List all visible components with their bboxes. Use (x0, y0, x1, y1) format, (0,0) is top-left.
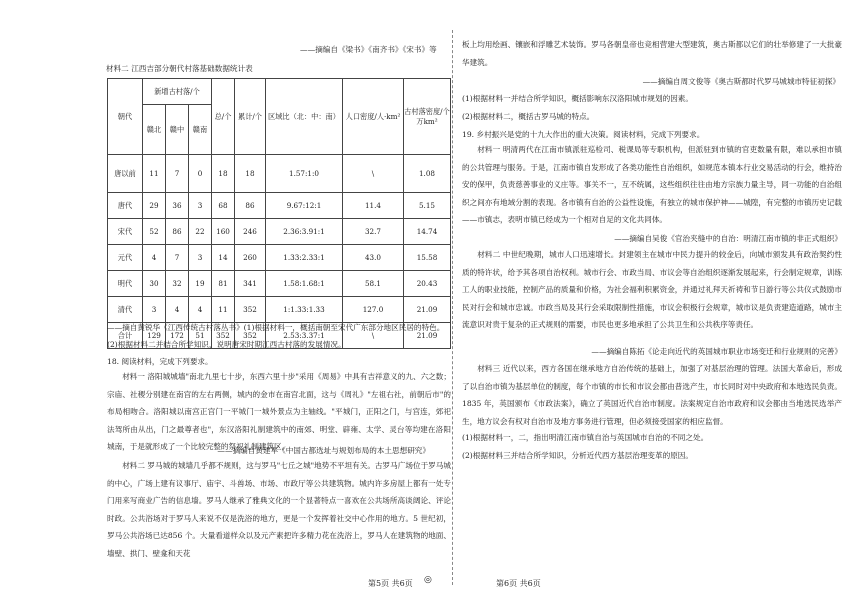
question-19-2: (2)根据材料三并结合所学知识，分析近代西方基层治理变革的原因。 (462, 451, 693, 460)
table-cell: 36 (166, 193, 189, 219)
header-village-density: 古村落密度/个 万km² (404, 79, 451, 155)
header-dynasty: 朝代 (108, 79, 143, 155)
table-cell: 352 (235, 323, 266, 349)
material2-title: 材料二 江西吉部分朝代村落基础数据统计表 (106, 64, 253, 73)
table-cell: 11 (212, 297, 235, 323)
table-cell: 1:1.33:1.33 (266, 297, 343, 323)
top-text: 板上均用绘画、镶嵌和浮雕艺术装饰。罗马各朝皇帝也竞相营建大型建筑，奥古斯都以它们的壮举修建了一大批豪华建筑。 (462, 40, 842, 67)
table-cell: 0 (189, 155, 212, 193)
table-cell: 15.58 (404, 245, 451, 271)
table-cell: 7 (166, 245, 189, 271)
table-cell: 元代 (108, 245, 143, 271)
table-cell: 3 (143, 297, 166, 323)
footer-right: 第6页 共6页 (496, 579, 541, 588)
table-cell: 宋代 (108, 219, 143, 245)
table-cell: 9.67:12:1 (266, 193, 343, 219)
question-2-right: (2)根据材料二，概括古罗马城的特点。 (462, 112, 595, 121)
table-cell: 68 (212, 193, 235, 219)
table-cell: 52 (143, 219, 166, 245)
source-19-1: ——摘编自吴俊《官治夹缝中的自治：明清江南市镇的非正式组织》 (614, 234, 842, 243)
table-cell: 明代 (108, 271, 143, 297)
table-cell: 30 (143, 271, 166, 297)
table-cell: 18 (212, 155, 235, 193)
table-cell: 160 (212, 219, 235, 245)
header-density: 人口密度/人·km² (343, 79, 404, 155)
header-ratio: 区域比（北：中：南） (266, 79, 343, 155)
table-cell: 4 (143, 245, 166, 271)
table-row (108, 271, 451, 297)
table-cell: 3 (189, 245, 212, 271)
table-cell: 86 (166, 219, 189, 245)
source-19-2: ——摘编自陈拓《论走向近代的英国城市职业市场变迁和行业规则的完善》 (591, 347, 842, 356)
table-cell: 2.36:3.91:1 (266, 219, 343, 245)
table-cell: 22 (189, 219, 212, 245)
table-cell: 合计 (108, 323, 143, 349)
table-cell: 唐以前 (108, 155, 143, 193)
table-cell: \ (343, 155, 404, 193)
table-cell: 3 (189, 193, 212, 219)
table-cell: 14.74 (404, 219, 451, 245)
table-cell: 11.4 (343, 193, 404, 219)
table-cell: 21.09 (404, 323, 451, 349)
table-cell: 1.57:1:0 (266, 155, 343, 193)
material-19-1: 材料一 明清两代在江南市镇派驻巡检司、税课局等专职机构，但派驻到市镇的官吏数量有限，难以承担市镇的公共管理与服务。于是，江南市镇自发形成了各类功能性自治组织，如规范本镇本行业交易活动的行会，维持治安的保甲，负责慈善事业的义庄等。事关不一，互不统属，这些组织往往由地方宗族力量主导，同一功能的自治组织之间亦有地域分割的表现。各市镇有自治的公益性设施，有独立的城市保护神——城隍，有完整的市镇历史记载——市镇志，表明市镇已经成为一个相对自足的文化共同体。 (462, 145, 842, 224)
source-top: ——摘编自周文俊等《奥古斯都时代罗马城城市特征初探》 (642, 77, 840, 86)
question-1: (1)根据材料一并结合所学知识，概括影响东汉洛阳城市规划的因素。 (462, 94, 693, 103)
table-row (108, 155, 451, 193)
table-cell: 51 (189, 323, 212, 349)
table-cell: 58.1 (343, 271, 404, 297)
table-cell: 19 (189, 271, 212, 297)
table-cell: 7 (166, 155, 189, 193)
table-cell: 32.7 (343, 219, 404, 245)
table-cell: 2.53:3.37:1 (266, 323, 343, 349)
footer-left: 第5页 共6页 (368, 579, 413, 588)
top-source: ——摘编自《梁书》《南齐书》《宋书》等 (300, 45, 437, 54)
table-cell: 唐代 (108, 193, 143, 219)
header-gan-mid: 赣中 (166, 105, 189, 155)
table-cell: 4 (166, 297, 189, 323)
table-cell: 341 (235, 271, 266, 297)
table-cell: 21.09 (404, 297, 451, 323)
header-gan-north: 赣北 (143, 105, 166, 155)
question-2: (2)根据材料二并结合所学知识，说明唐宋时期江西古村落的发展情况。 (107, 340, 346, 349)
table-cell: 29 (143, 193, 166, 219)
table-row (108, 219, 451, 245)
table-cell: \ (343, 323, 404, 349)
table-cell: 1.08 (404, 155, 451, 193)
table-cell: 1.58:1.68:1 (266, 271, 343, 297)
table-row (108, 245, 451, 271)
table-cell: 20.43 (404, 271, 451, 297)
table-cell: 5.15 (404, 193, 451, 219)
table-cell: 11 (143, 155, 166, 193)
table-cell: 1.33:2.33:1 (266, 245, 343, 271)
question-18: 18. 阅读材料，完成下列要求。 (107, 357, 213, 366)
table-row (108, 193, 451, 219)
table-cell: 352 (212, 323, 235, 349)
center-mark: ◎ (424, 575, 432, 585)
source-18-1: ——摘编自黄建军《中国古都选址与规划布局的本土思想研究》 (217, 446, 430, 455)
village-data-table (107, 78, 451, 349)
material-18-2: 材料二 罗马城的城墙几乎都不规则，这与罗马"七丘之城"地势不平坦有关。古罗马广场位于罗马城的中心，广场上建有议事厅、庙宇、斗兽场、市场、市政厅等公共建筑物。城内许多房屋上都有一处专门用来写商业广告的信息墙。罗马人继承了雅典文化的一个显著特点一喜欢在公共场所高谈阔论、评论时政。公共浴场对于罗马人来说不仅是洗浴的地方，更是一个发挥着社交中心作用的地方。5 世纪初，罗马公共浴场已达856 个。大量看道样众以及元产素把许多精力花在洗浴上，罗马人在建筑物的地面、墙壁、拱门、壁龛和天花 (107, 461, 451, 558)
material-19-3: 材料三 近代以来，西方各国在继承地方自治传统的基础上，加强了对基层治理的管理。法国大革命后，形成了以自治市镇为基层单位的制度，每个市镇的市长和市议会都由普选产生，市长同时对中央政府和本地选民负责。1835 年，英国颁布《市政法案》，确立了英国近代自治市制度。法案规定自治市政府和议会都由当地选民选举产生，地方议会有权对自治市及地方事务进行管理，但必须接受国家的相应监督。 (462, 364, 842, 426)
header-total: 总/个 (212, 79, 235, 155)
table-cell: 172 (166, 323, 189, 349)
question-19-1: (1)根据材料一，二，指出明清江南市镇自治与英国城市自治的不同之处。 (462, 433, 709, 442)
table-note: ——摘自黄锐华《江西传统古村落丛书》(1)根据材料一，概括南朝至宋代广东部分地区民居的特色。 (107, 323, 445, 332)
table-cell: 32 (166, 271, 189, 297)
material-19-2: 材料二 中世纪晚期，城市人口迅速增长。封建领主在城市中民力提升的较金后，向城市颁发具有政治契约性质的特许状，给予其各项自治权利。城市行会、市政当局、市议会等自治组织逐渐发展起来，行会制定规章，训练工人的职业技能，控制产品的质量和价格，为社会福利积累资金，并通过礼拜天祈祷和节日游行等公共仪式鼓励市民对行会和城市忠诚。市政当局及其行会采取限制性措施，市议会积极行会规章，城市议是负责建造道路，城市主流意识对贵于复杂的正式规则的需要，市民也更多地承担了公共卫生和公共秩序等责任。 (462, 250, 842, 329)
table-cell: 129 (143, 323, 166, 349)
table-cell: 127.0 (343, 297, 404, 323)
table-cell: 14 (212, 245, 235, 271)
table-cell: 81 (212, 271, 235, 297)
table-cell: 86 (235, 193, 266, 219)
table-cell: 260 (235, 245, 266, 271)
material-18-1: 材料一 洛阳城城墙"南北九里七十步，东西六里十步"采用《周易》中具有吉祥意义的九、六之数；宗庙、社稷分别建在南宫的左右两侧，城内的金市在南宫北面，这与《周礼》"左祖右社，前朝后市"的布局相吻合。洛阳城以南宫正宫门一平城门一城外景点为主轴线。"平城门，正阳之门，与宫连，郊祀法驾所由从出，门之最尊者也"，东汉洛阳礼制建筑中的南郊、明堂、辟雍、太学、灵台等均建在洛阳城南，于是就形成了一个比较完整的祭祀礼制建筑区。 (107, 372, 451, 451)
header-gan-south: 赣南 (189, 105, 212, 155)
right-page (430, 0, 860, 608)
table-cell: 4 (189, 297, 212, 323)
table-cell: 43.0 (343, 245, 404, 271)
question-19: 19. 乡村振兴是党的十九大作出的重大决策。阅读材料，完成下列要求。 (462, 130, 705, 139)
table-cell: 246 (235, 219, 266, 245)
table-cell: 清代 (108, 297, 143, 323)
header-cumulative: 累计/个 (235, 79, 266, 155)
table-cell: 18 (235, 155, 266, 193)
table-cell: 352 (235, 297, 266, 323)
header-group: 新增古村落/个 (143, 79, 212, 105)
table-row (108, 297, 451, 323)
